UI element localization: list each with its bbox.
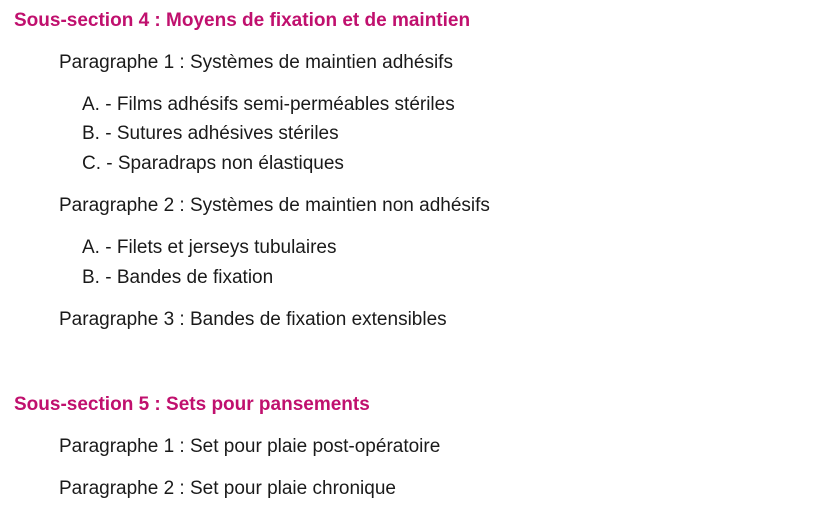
paragraph-3-heading: Paragraphe 3 : Bandes de fixation extensibles	[59, 309, 447, 330]
list-item: C. - Sparadraps non élastiques	[82, 153, 344, 174]
paragraph-2-heading: Paragraphe 2 : Set pour plaie chronique	[59, 478, 396, 499]
paragraph-2-heading: Paragraphe 2 : Systèmes de maintien non adhésifs	[59, 195, 490, 216]
section-title-5: Sous-section 5 : Sets pour pansements	[14, 394, 370, 415]
list-item: A. - Films adhésifs semi-perméables stériles	[82, 94, 455, 115]
paragraph-1-heading: Paragraphe 1 : Set pour plaie post-opératoire	[59, 436, 441, 457]
paragraph-1-heading: Paragraphe 1 : Systèmes de maintien adhésifs	[59, 52, 453, 73]
list-item: A. - Filets et jerseys tubulaires	[82, 237, 337, 258]
list-item: B. - Sutures adhésives stériles	[82, 123, 339, 144]
section-title-4: Sous-section 4 : Moyens de fixation et de maintien	[14, 10, 471, 31]
list-item: B. - Bandes de fixation	[82, 267, 274, 288]
